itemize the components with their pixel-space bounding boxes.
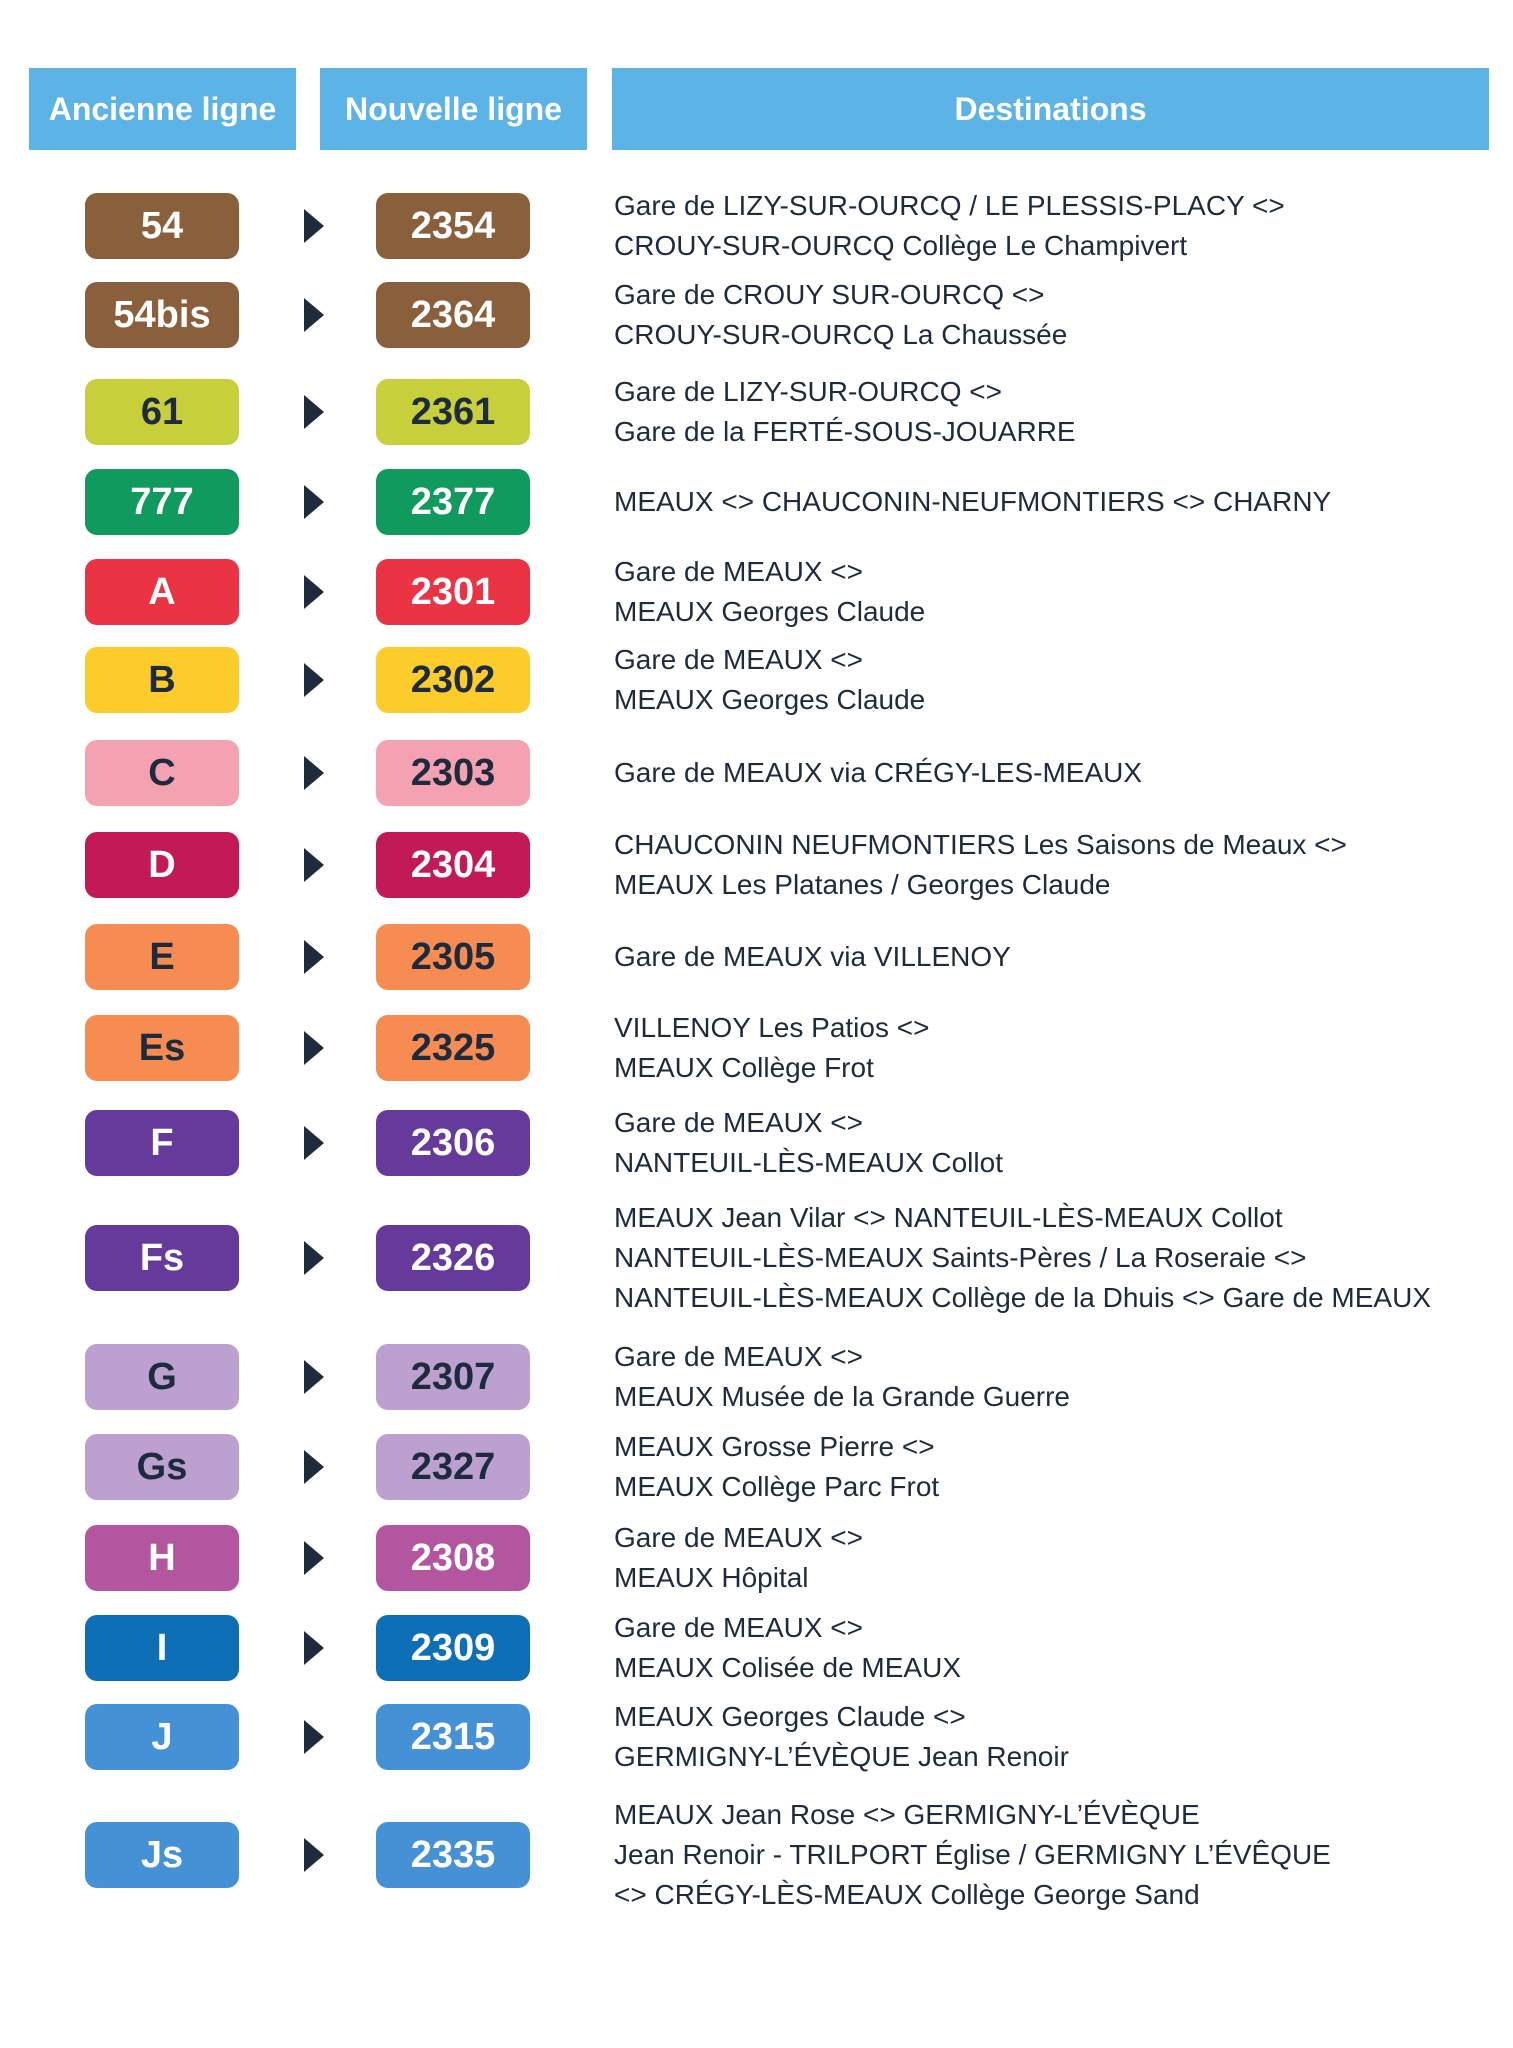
old-line-badge: E bbox=[85, 924, 239, 990]
destination-text bbox=[614, 937, 1494, 977]
arrow-right-icon bbox=[304, 1541, 324, 1575]
destination-text bbox=[614, 186, 1494, 266]
header-nouvelle-ligne: Nouvelle ligne bbox=[320, 68, 587, 150]
destination-line: CROUY-SUR-OURCQ La Chaussée bbox=[614, 319, 1068, 350]
destination-line: Gare de LIZY-SUR-OURCQ / LE PLESSIS-PLACY <> bbox=[614, 190, 1285, 221]
new-line-badge: 2335 bbox=[376, 1822, 530, 1888]
table-row bbox=[0, 271, 1513, 359]
new-line-badge: 2364 bbox=[376, 282, 530, 348]
arrow-right-icon bbox=[304, 756, 324, 790]
destination-line: MEAUX Jean Rose <> GERMIGNY-L’ÉVÈQUE bbox=[614, 1799, 1200, 1830]
destination-text bbox=[614, 482, 1494, 522]
old-line-badge: 777 bbox=[85, 469, 239, 535]
destination-line: MEAUX Georges Claude bbox=[614, 684, 926, 715]
arrow-right-icon bbox=[304, 1126, 324, 1160]
table-row bbox=[0, 182, 1513, 270]
arrow-right-icon bbox=[304, 209, 324, 243]
destination-text bbox=[614, 753, 1494, 793]
header-ancienne-ligne: Ancienne ligne bbox=[29, 68, 296, 150]
new-line-badge: 2326 bbox=[376, 1225, 530, 1291]
arrow-right-icon bbox=[304, 663, 324, 697]
destination-text bbox=[614, 1427, 1494, 1507]
destination-text bbox=[614, 1198, 1494, 1318]
new-line-badge: 2308 bbox=[376, 1525, 530, 1591]
destination-line: Gare de MEAUX <> bbox=[614, 1612, 864, 1643]
destination-line: NANTEUIL-LÈS-MEAUX Saints-Pères / La Roseraie <> bbox=[614, 1242, 1307, 1273]
destination-line: MEAUX Collège Parc Frot bbox=[614, 1471, 940, 1502]
destination-text bbox=[614, 1337, 1494, 1417]
destination-text bbox=[614, 1608, 1494, 1688]
table-row bbox=[0, 1333, 1513, 1421]
destination-line: GERMIGNY-L’ÉVÈQUE Jean Renoir bbox=[614, 1741, 1069, 1772]
destination-line: MEAUX Les Platanes / Georges Claude bbox=[614, 869, 1111, 900]
arrow-right-icon bbox=[304, 1360, 324, 1394]
old-line-badge: Fs bbox=[85, 1225, 239, 1291]
destination-text bbox=[614, 1008, 1494, 1088]
destination-line: VILLENOY Les Patios <> bbox=[614, 1012, 930, 1043]
table-row bbox=[0, 1514, 1513, 1602]
destination-line: Gare de LIZY-SUR-OURCQ <> bbox=[614, 376, 1002, 407]
destination-line: CROUY-SUR-OURCQ Collège Le Champivert bbox=[614, 230, 1188, 261]
arrow-right-icon bbox=[304, 1631, 324, 1665]
new-line-badge: 2302 bbox=[376, 647, 530, 713]
new-line-badge: 2377 bbox=[376, 469, 530, 535]
destination-line: MEAUX Musée de la Grande Guerre bbox=[614, 1381, 1070, 1412]
arrow-right-icon bbox=[304, 1241, 324, 1275]
table-row bbox=[0, 913, 1513, 1001]
new-line-badge: 2325 bbox=[376, 1015, 530, 1081]
destination-text bbox=[614, 1103, 1494, 1183]
new-line-badge: 2305 bbox=[376, 924, 530, 990]
arrow-right-icon bbox=[304, 575, 324, 609]
destination-line: MEAUX Colisée de MEAUX bbox=[614, 1652, 962, 1683]
arrow-right-icon bbox=[304, 1838, 324, 1872]
arrow-right-icon bbox=[304, 485, 324, 519]
table-row bbox=[0, 636, 1513, 724]
old-line-badge: 54 bbox=[85, 193, 239, 259]
old-line-badge: F bbox=[85, 1110, 239, 1176]
header-destinations: Destinations bbox=[612, 68, 1489, 150]
destination-text bbox=[614, 275, 1494, 355]
table-row bbox=[0, 1604, 1513, 1692]
arrow-right-icon bbox=[304, 395, 324, 429]
old-line-badge: D bbox=[85, 832, 239, 898]
arrow-right-icon bbox=[304, 1031, 324, 1065]
old-line-badge: I bbox=[85, 1615, 239, 1681]
table-row bbox=[0, 821, 1513, 909]
new-line-badge: 2309 bbox=[376, 1615, 530, 1681]
new-line-badge: 2307 bbox=[376, 1344, 530, 1410]
destination-line: MEAUX Georges Claude <> bbox=[614, 1701, 966, 1732]
old-line-badge: J bbox=[85, 1704, 239, 1770]
table-row bbox=[0, 1693, 1513, 1781]
table-row bbox=[0, 458, 1513, 546]
old-line-badge: C bbox=[85, 740, 239, 806]
old-line-badge: 61 bbox=[85, 379, 239, 445]
destination-text bbox=[614, 1795, 1494, 1915]
new-line-badge: 2315 bbox=[376, 1704, 530, 1770]
destination-line: NANTEUIL-LÈS-MEAUX Collège de la Dhuis <> Gare de MEAUX bbox=[614, 1282, 1431, 1313]
destination-text bbox=[614, 640, 1494, 720]
old-line-badge: 54bis bbox=[85, 282, 239, 348]
destination-text bbox=[614, 1518, 1494, 1598]
table-row bbox=[0, 1423, 1513, 1511]
destination-line: Gare de MEAUX <> bbox=[614, 1341, 864, 1372]
destination-line: Gare de la FERTÉ-SOUS-JOUARRE bbox=[614, 416, 1076, 447]
destination-line: CHAUCONIN NEUFMONTIERS Les Saisons de Meaux <> bbox=[614, 829, 1347, 860]
old-line-badge: Es bbox=[85, 1015, 239, 1081]
destination-text bbox=[614, 552, 1494, 632]
table-row bbox=[0, 548, 1513, 636]
destination-line: MEAUX Grosse Pierre <> bbox=[614, 1431, 935, 1462]
old-line-badge: Js bbox=[85, 1822, 239, 1888]
table-row bbox=[0, 1791, 1513, 1919]
destination-line: MEAUX Georges Claude bbox=[614, 596, 926, 627]
table-row bbox=[0, 1004, 1513, 1092]
destination-line: NANTEUIL-LÈS-MEAUX Collot bbox=[614, 1147, 1003, 1178]
destination-line: MEAUX Hôpital bbox=[614, 1562, 809, 1593]
table-row bbox=[0, 1099, 1513, 1187]
destination-text bbox=[614, 372, 1494, 452]
destination-line: Gare de MEAUX <> bbox=[614, 556, 864, 587]
arrow-right-icon bbox=[304, 940, 324, 974]
destination-line: Gare de MEAUX via VILLENOY bbox=[614, 941, 1011, 972]
destination-text bbox=[614, 1697, 1494, 1777]
destination-line: Gare de MEAUX <> bbox=[614, 644, 864, 675]
arrow-right-icon bbox=[304, 848, 324, 882]
old-line-badge: H bbox=[85, 1525, 239, 1591]
new-line-badge: 2306 bbox=[376, 1110, 530, 1176]
new-line-badge: 2303 bbox=[376, 740, 530, 806]
arrow-right-icon bbox=[304, 1720, 324, 1754]
destination-line: Gare de MEAUX via CRÉGY-LES-MEAUX bbox=[614, 757, 1143, 788]
destination-line: MEAUX Jean Vilar <> NANTEUIL-LÈS-MEAUX Collot bbox=[614, 1202, 1283, 1233]
destination-line: MEAUX <> CHAUCONIN-NEUFMONTIERS <> CHARNY bbox=[614, 486, 1332, 517]
destination-line: Gare de MEAUX <> bbox=[614, 1522, 864, 1553]
new-line-badge: 2354 bbox=[376, 193, 530, 259]
destination-line: Jean Renoir - TRILPORT Église / GERMIGNY L’ÉVÊQUE bbox=[614, 1839, 1331, 1870]
new-line-badge: 2304 bbox=[376, 832, 530, 898]
new-line-badge: 2327 bbox=[376, 1434, 530, 1500]
old-line-badge: G bbox=[85, 1344, 239, 1410]
old-line-badge: A bbox=[85, 559, 239, 625]
new-line-badge: 2301 bbox=[376, 559, 530, 625]
destination-line: MEAUX Collège Frot bbox=[614, 1052, 874, 1083]
table-row bbox=[0, 729, 1513, 817]
old-line-badge: Gs bbox=[85, 1434, 239, 1500]
destination-text bbox=[614, 825, 1494, 905]
new-line-badge: 2361 bbox=[376, 379, 530, 445]
table-row bbox=[0, 1194, 1513, 1322]
arrow-right-icon bbox=[304, 298, 324, 332]
destination-line: Gare de MEAUX <> bbox=[614, 1107, 864, 1138]
arrow-right-icon bbox=[304, 1450, 324, 1484]
destination-line: Gare de CROUY SUR-OURCQ <> bbox=[614, 279, 1045, 310]
destination-line: <> CRÉGY-LÈS-MEAUX Collège George Sand bbox=[614, 1879, 1200, 1910]
table-row bbox=[0, 368, 1513, 456]
old-line-badge: B bbox=[85, 647, 239, 713]
